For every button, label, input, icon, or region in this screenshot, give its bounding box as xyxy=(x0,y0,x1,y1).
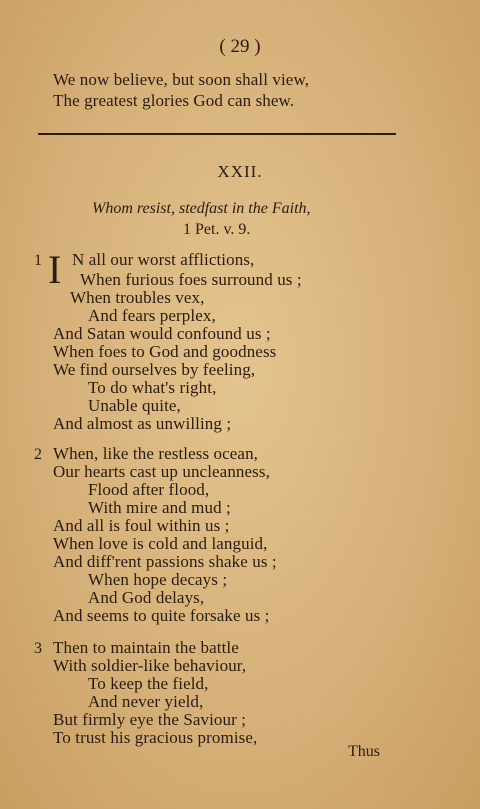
catchword: Thus xyxy=(348,743,380,760)
verse-line: With mire and mud ; xyxy=(88,498,231,517)
verse-line: When hope decays ; xyxy=(88,570,228,589)
hymn-number: XXII. xyxy=(217,162,263,181)
verse-line: To keep the field, xyxy=(88,674,209,693)
verse-line: And all is foul within us ; xyxy=(53,516,230,535)
verse-number: 3 xyxy=(34,640,42,657)
top-line: The greatest glories God can shew. xyxy=(53,91,295,110)
verse-line: Flood after flood, xyxy=(88,480,210,499)
verse-line: When, like the restless ocean, xyxy=(53,444,259,463)
verse-line: When troubles vex, xyxy=(70,288,205,307)
hymn-subtitle: Whom resist, stedfast in the Faith, xyxy=(92,200,311,217)
verse-line: Our hearts cast up uncleanness, xyxy=(53,462,270,481)
verse-line: With soldier-like behaviour, xyxy=(53,656,247,675)
page-number: ( 29 ) xyxy=(219,36,261,57)
verse-line: Then to maintain the battle xyxy=(53,638,239,657)
verse-line: And fears perplex, xyxy=(88,306,216,325)
verse-line: When foes to God and goodness xyxy=(53,342,277,361)
verse-line: We find ourselves by feeling, xyxy=(53,360,256,379)
verse-line: But firmly eye the Saviour ; xyxy=(53,710,247,729)
verse-line: N all our worst afflictions, xyxy=(72,250,255,269)
verse-line: And seems to quite forsake us ; xyxy=(53,606,270,625)
verse-number: 2 xyxy=(34,446,42,463)
verse-line: When furious foes surround us ; xyxy=(80,270,302,289)
scripture-reference: 1 Pet. v. 9. xyxy=(183,221,251,238)
top-line: We now believe, but soon shall view, xyxy=(53,70,310,89)
verse-number: 1 xyxy=(34,252,42,269)
verse-line: And diff'rent passions shake us ; xyxy=(53,552,277,571)
section-divider xyxy=(38,133,396,135)
verse-line: And Satan would confound us ; xyxy=(53,324,271,343)
verse-line: To do what's right, xyxy=(88,378,217,397)
verse-line: When love is cold and languid, xyxy=(53,534,268,553)
drop-cap: I xyxy=(48,247,62,292)
verse-line: Unable quite, xyxy=(88,396,181,415)
verse-line: And almost as unwilling ; xyxy=(53,414,232,433)
verse-line: To trust his gracious promise, xyxy=(53,728,258,747)
verse-line: And God delays, xyxy=(88,588,205,607)
verse-line: And never yield, xyxy=(88,692,204,711)
